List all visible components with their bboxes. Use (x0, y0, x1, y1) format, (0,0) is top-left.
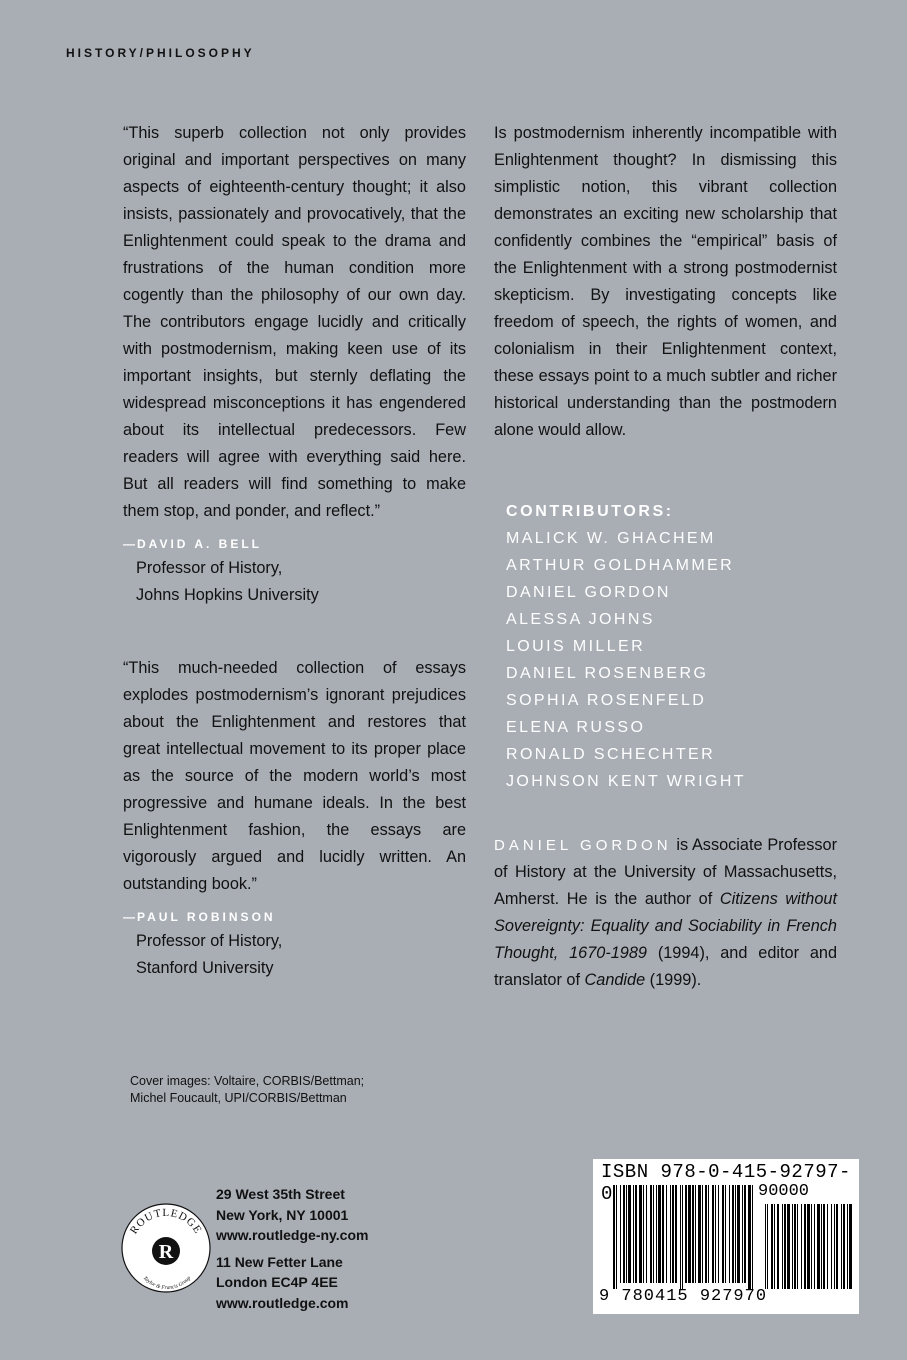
reviewer-2-name-text: PAUL ROBINSON (137, 910, 276, 924)
reviewer-2-title-line2: Stanford University (136, 959, 274, 977)
author-bio (494, 832, 837, 994)
barcode-bar (836, 1204, 838, 1289)
barcode-bar (680, 1185, 681, 1289)
review-quote-2: “This much-needed collection of essays explodes postmodernism’s ignorant prejudices about the Enlightenment and restores that great intellectual movement to its proper place as the source of the modern world’s most progressive and humane ideals. In the best Enlightenment fashion, the essays are vigorously argued and lucidly written. An outstanding book.” (123, 659, 466, 893)
barcode-bar (628, 1185, 631, 1283)
barcode-bar (737, 1185, 740, 1283)
barcode-bar (777, 1204, 779, 1289)
price-code: 90000 (758, 1182, 810, 1201)
barcode-bar (695, 1185, 696, 1283)
barcode-bar (718, 1185, 719, 1283)
barcode-bar (841, 1204, 842, 1289)
barcode-bar (656, 1185, 657, 1283)
barcode-bar (715, 1185, 716, 1283)
barcode-bar (742, 1185, 743, 1283)
barcode-bar (787, 1204, 790, 1289)
address-london-web: www.routledge.com (216, 1294, 349, 1311)
barcode-bar (702, 1185, 703, 1283)
reviewer-2-name (123, 910, 466, 924)
contributor-name: RONALD SCHECHTER (506, 746, 716, 763)
cover-credit (130, 1073, 364, 1107)
review-quote-1: “This superb collection not only provides original and important perspectives on many aspects of eighteenth-century thought; it also insists, passionately and provocatively, that the Enlightenment could speak to the drama and frustrations of the human condition more cogently than the philosophy of our own day. The contributors engage lucidly and critically with postmodernism, making keen use of its important insights, but sternly deflating the widespread misconceptions it has engendered about its intellectual predecessors. Few readers will agree with everything said here. But all readers will find something to make them stop, and ponder, and reflect.” (123, 124, 466, 520)
reviewer-2-title (136, 928, 466, 982)
barcode-bar (688, 1185, 691, 1283)
barcode-bar (814, 1204, 815, 1289)
publisher-addresses (216, 1184, 368, 1313)
barcode-bar (639, 1185, 642, 1283)
reviewer-1-title-line1: Professor of History, (136, 559, 283, 577)
barcode-bar (744, 1185, 746, 1283)
ean-number: 9 780415 927970 (599, 1287, 768, 1306)
author-bio-text-1: is Associate Professor of History at the University of Massachusetts, Amherst. He is the author of (494, 836, 837, 908)
routledge-logo-icon (120, 1202, 212, 1294)
barcode-bar (817, 1204, 820, 1289)
barcode-bar (620, 1185, 621, 1283)
author-book-title-2: Candide (584, 971, 646, 989)
author-name: DANIEL GORDON (494, 837, 672, 854)
barcode-bar (705, 1185, 707, 1283)
barcode-bar (771, 1204, 773, 1289)
barcode-bar (698, 1185, 701, 1283)
barcode-bar (732, 1185, 734, 1283)
barcode-bar (784, 1204, 786, 1289)
contributor-name: ELENA RUSSO (506, 719, 646, 736)
author-bio-text-3: (1999). (645, 971, 702, 989)
reviewer-1-name (123, 537, 466, 551)
contributor-name: LOUIS MILLER (506, 638, 646, 655)
logo-subtext: Taylor & Francis Group (141, 1275, 193, 1292)
barcode-bar (843, 1204, 845, 1289)
contributors-heading: CONTRIBUTORS: (506, 503, 674, 520)
barcode-bar (729, 1185, 730, 1283)
barcode-bar (708, 1185, 709, 1283)
barcode-bar (666, 1185, 667, 1283)
logo-text: ROUTLEDGE (127, 1206, 205, 1237)
barcode-bar (675, 1185, 677, 1283)
cover-credit-line2: Michel Foucault, UPI/CORBIS/Bettman (130, 1091, 347, 1105)
address-ny-street: 29 West 35th Street (216, 1186, 345, 1202)
barcode-bar (646, 1185, 647, 1283)
barcode-bar (658, 1185, 661, 1283)
category-label: HISTORY/PHILOSOPHY (66, 46, 255, 60)
barcode-bar (821, 1204, 822, 1289)
barcode-bar (807, 1204, 810, 1289)
contributor-name: MALICK W. GHACHEM (506, 530, 716, 547)
barcode-bar (748, 1185, 751, 1289)
barcode-bar (847, 1204, 848, 1289)
barcode-bar (662, 1185, 664, 1283)
reviewer-1-title (136, 555, 466, 609)
barcode-bar (797, 1204, 798, 1289)
barcode-bar (712, 1185, 714, 1283)
barcode-bar (616, 1185, 617, 1289)
logo-letter: R (158, 1241, 174, 1263)
barcode-bar (670, 1185, 671, 1283)
barcode-bar (792, 1204, 793, 1289)
barcode-bar (767, 1204, 768, 1289)
address-london-street: 11 New Fetter Lane (216, 1253, 343, 1270)
right-column (494, 120, 837, 444)
barcode-bar (685, 1185, 687, 1283)
reviewer-2-title-line1: Professor of History, (136, 932, 283, 950)
barcode-bar (823, 1204, 825, 1289)
contributor-name: JOHNSON KENT WRIGHT (506, 773, 746, 790)
attribution-dash: — (123, 910, 135, 924)
contributor-name: DANIEL ROSENBERG (506, 665, 709, 682)
barcode-bar (650, 1185, 652, 1283)
barcode-bar (849, 1204, 852, 1289)
barcode-bar (692, 1185, 694, 1283)
contributor-name: ARTHUR GOLDHAMMER (506, 557, 735, 574)
book-description: Is postmodernism inherently incompatible with Enlightenment thought? In dismissing this simplistic notion, this vibrant collection demonstrates an exciting new scholarship that confidently combines the “empirical” basis of the Enlightenment with a strong postmodernist skepticism. By investigating concepts like freedom of speech, the rights of women, and colonialism in their Enlightenment context, these essays point to a much subtler and richer historical understanding than the postmodern alone would allow. (494, 124, 837, 439)
barcode-bar (774, 1204, 775, 1289)
address-ny-web: www.routledge-ny.com (216, 1227, 369, 1243)
barcode-bar (765, 1204, 766, 1289)
barcode-bar (827, 1204, 828, 1289)
left-column (123, 120, 466, 982)
contributor-name: SOPHIA ROSENFELD (506, 692, 707, 709)
barcode-bar (623, 1185, 625, 1283)
barcode-bar (735, 1185, 736, 1283)
author-bio-text-2: (1994), and editor and translator of (494, 944, 837, 989)
author-book-title-1: Citizens without Sovereignty: Equality and Sociability in French Thought, 1670-1989 (494, 890, 837, 962)
barcode-bar (635, 1185, 637, 1283)
barcode-bar (811, 1204, 812, 1289)
address-ny-city: New York, NY 10001 (216, 1206, 349, 1223)
address-london-city: London EC4P 4EE (216, 1274, 338, 1290)
barcode-bar (804, 1204, 806, 1289)
isbn-number: ISBN 978-0-415-92797-0 (601, 1161, 851, 1205)
barcode-bar (725, 1185, 726, 1283)
attribution-dash: — (123, 537, 135, 551)
barcode-bar (782, 1204, 783, 1289)
barcode-bar (752, 1185, 753, 1289)
barcode-bar (672, 1185, 674, 1283)
barcode-bar (834, 1204, 835, 1289)
isbn-barcode (593, 1159, 859, 1314)
barcode-bar (794, 1204, 796, 1289)
barcode-bar (801, 1204, 802, 1289)
contributors-list (506, 498, 746, 795)
barcode-bar (633, 1185, 634, 1283)
cover-credit-line1: Cover images: Voltaire, CORBIS/Bettman; (130, 1074, 365, 1088)
reviewer-1-name-text: DAVID A. BELL (137, 537, 262, 551)
barcode-bar (722, 1185, 724, 1283)
contributor-name: DANIEL GORDON (506, 584, 671, 601)
barcode-bar (626, 1185, 627, 1283)
barcode-bar (653, 1185, 654, 1283)
contributor-name: ALESSA JOHNS (506, 611, 655, 628)
barcode-bar (643, 1185, 644, 1283)
barcode-bar (682, 1185, 683, 1289)
barcode-bar (831, 1204, 832, 1289)
reviewer-1-title-line2: Johns Hopkins University (136, 586, 319, 604)
barcode-bar (613, 1185, 615, 1289)
